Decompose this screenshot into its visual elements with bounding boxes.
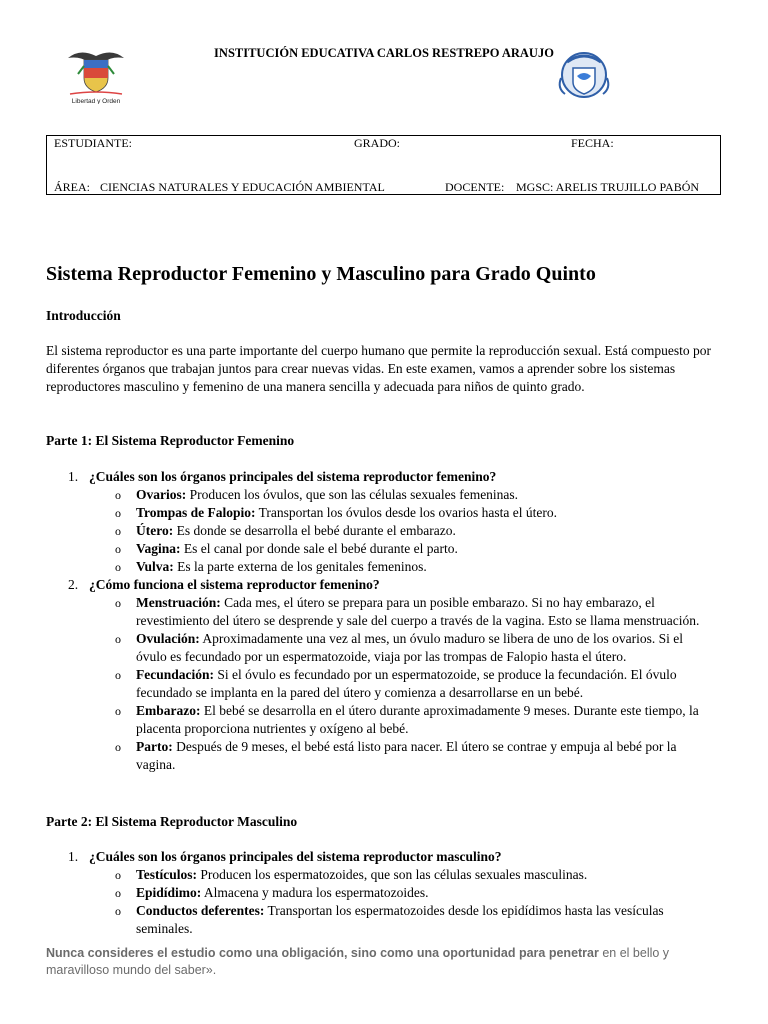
answer-list [46, 486, 726, 576]
bullet-icon: o [115, 868, 121, 882]
question-number: 1. [68, 849, 79, 864]
bullet-icon: o [115, 488, 121, 502]
answer-item [46, 522, 726, 540]
institution-name: INSTITUCIÓN EDUCATIVA CARLOS RESTREPO ARAUJO [214, 46, 554, 60]
answer-description: Es la parte externa de los genitales femeninos. [173, 559, 427, 574]
answer-term: Parto: [136, 739, 173, 754]
answer-term: Ovarios: [136, 487, 187, 502]
part2-list [46, 848, 726, 938]
part1-heading: Parte 1: El Sistema Reproductor Femenino [46, 433, 295, 448]
answer-item [46, 738, 726, 774]
answer-description: Es el canal por donde sale el bebé durante el parto. [180, 541, 458, 556]
part1-list [46, 468, 726, 774]
bullet-icon: o [115, 560, 121, 574]
question [46, 468, 726, 486]
answer-item [46, 558, 726, 576]
student-info-box [46, 135, 721, 195]
answer-item [46, 702, 726, 738]
question-text: ¿Cómo funciona el sistema reproductor femenino? [89, 577, 380, 592]
teacher-value: MGSC: ARELIS TRUJILLO PABÓN [516, 180, 700, 194]
bullet-icon: o [115, 542, 121, 556]
answer-description: Transportan los óvulos desde los ovarios hasta el útero. [255, 505, 557, 520]
area-label: ÁREA: [54, 180, 90, 194]
answer-description: El bebé se desarrolla en el útero durante aproximadamente 9 meses. Durante este tiempo, la placenta proporciona nutrientes y oxígeno al bebé. [136, 703, 699, 736]
answer-item [46, 866, 726, 884]
document-title: Sistema Reproductor Femenino y Masculino para Grado Quinto [46, 263, 596, 285]
date-label: FECHA: [571, 136, 614, 150]
intro-paragraph: El sistema reproductor es una parte importante del cuerpo humano que permite la reproducción sexual. Está compuesto por diferentes órganos que trabajan juntos para crear nuevas vidas. En este examen, vamos a aprender sobre los sistemas reproductores masculino y femenino de una manera sencilla y adecuada para niños de quinto grado. [46, 343, 712, 394]
answer-item [46, 630, 726, 666]
school-crest-logo [555, 48, 613, 102]
question-text: ¿Cuáles son los órganos principales del sistema reproductor masculino? [89, 849, 502, 864]
question-text: ¿Cuáles son los órganos principales del sistema reproductor femenino? [89, 469, 497, 484]
answer-term: Epidídimo: [136, 885, 202, 900]
bullet-icon: o [115, 740, 121, 754]
answer-description: Almacena y madura los espermatozoides. [201, 885, 429, 900]
answer-description: Si el óvulo es fecundado por un espermatozoide, se produce la fecundación. El óvulo fecundado se implanta en la pared del útero y comienza a desarrollarse en un bebé. [136, 667, 677, 700]
bullet-icon: o [115, 596, 121, 610]
footer-quote-bold: Nunca consideres el estudio como una obligación, sino como una oportunidad para penetrar [46, 946, 599, 960]
answer-description: Producen los óvulos, que son las células sexuales femeninas. [186, 487, 519, 502]
answer-item [46, 666, 726, 702]
bullet-icon: o [115, 704, 121, 718]
answer-description: Aproximadamente una vez al mes, un óvulo maduro se libera de uno de los ovarios. Si el óvulo es fecundado por un espermatozoide, viaja por las trompas de Falopio hasta el útero. [136, 631, 684, 664]
intro-heading: Introducción [46, 308, 121, 323]
answer-description: Transportan los espermatozoides desde los epidídimos hasta las vesículas seminales. [136, 903, 664, 936]
logo-motto: Libertad y Orden [71, 98, 121, 104]
bullet-icon: o [115, 886, 121, 900]
grade-label: GRADO: [354, 136, 401, 150]
question [46, 576, 726, 594]
answer-item [46, 504, 726, 522]
bullet-icon: o [115, 668, 121, 682]
answer-list [46, 594, 726, 774]
question-number: 1. [68, 469, 79, 484]
answer-item [46, 486, 726, 504]
answer-description: Producen los espermatozoides, que son las células sexuales masculinas. [197, 867, 588, 882]
answer-term: Fecundación: [136, 667, 215, 682]
question-number: 2. [68, 577, 79, 592]
answer-term: Testículos: [136, 867, 198, 882]
bullet-icon: o [115, 904, 121, 918]
answer-item [46, 594, 726, 630]
bullet-icon: o [115, 524, 121, 538]
answer-term: Conductos deferentes: [136, 903, 265, 918]
answer-item [46, 902, 726, 938]
answer-term: Útero: [136, 523, 174, 538]
answer-term: Embarazo: [136, 703, 201, 718]
answer-term: Menstruación: [136, 595, 221, 610]
answer-description: Después de 9 meses, el bebé está listo para nacer. El útero se contrae y empuja al bebé por la vagina. [136, 739, 677, 772]
part2-heading: Parte 2: El Sistema Reproductor Masculino [46, 814, 298, 829]
answer-list [46, 866, 726, 938]
answer-term: Trompas de Falopio: [136, 505, 256, 520]
answer-term: Ovulación: [136, 631, 200, 646]
answer-term: Vulva: [136, 559, 174, 574]
footer-quote-normal: en el bello y maravilloso mundo del saber». [46, 946, 670, 977]
area-value: CIENCIAS NATURALES Y EDUCACIÓN AMBIENTAL [100, 180, 385, 194]
bullet-icon: o [115, 632, 121, 646]
answer-item [46, 884, 726, 902]
footer-quote [46, 945, 726, 979]
question [46, 848, 726, 866]
teacher-label: DOCENTE: [445, 180, 505, 194]
answer-item [46, 540, 726, 558]
student-label: ESTUDIANTE: [54, 136, 132, 150]
answer-term: Vagina: [136, 541, 181, 556]
answer-description: Es donde se desarrolla el bebé durante el embarazo. [173, 523, 456, 538]
bullet-icon: o [115, 506, 121, 520]
answer-description: Cada mes, el útero se prepara para un posible embarazo. Si no hay embarazo, el revestimiento del útero se desprende y sale del cuerpo a través de la vagina. Esto se llama menstruación. [136, 595, 700, 628]
